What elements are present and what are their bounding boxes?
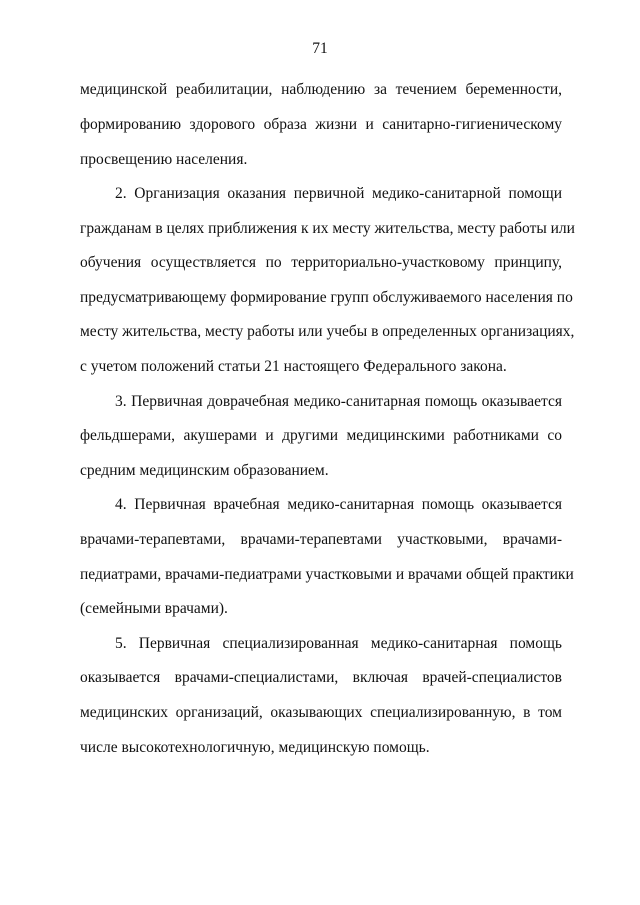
text-line: оказывается врачами-специалистами, включая врачей-специалистов xyxy=(80,669,562,686)
text-line: медицинских организаций, оказывающих специализированную, в том xyxy=(80,704,562,721)
text-line: гражданам в целях приближения к их месту жительства, месту работы или xyxy=(80,220,575,237)
text-line: месту жительства, месту работы или учебы в определенных организациях, xyxy=(80,323,575,340)
paragraph-start-line: 2. Организация оказания первичной медико-санитарной помощи xyxy=(115,185,562,202)
text-line: предусматривающему формирование групп обслуживаемого населения по xyxy=(80,289,573,306)
text-line: медицинской реабилитации, наблюдению за течением беременности, xyxy=(80,81,562,98)
text-line: с учетом положений статьи 21 настоящего Федерального закона. xyxy=(80,358,507,375)
paragraph-start-line: 4. Первичная врачебная медико-санитарная помощь оказывается xyxy=(115,496,562,513)
text-line: (семейными врачами). xyxy=(80,600,228,617)
text-line: фельдшерами, акушерами и другими медицинскими работниками со xyxy=(80,427,562,444)
text-line: формированию здорового образа жизни и санитарно-гигиеническому xyxy=(80,116,562,133)
text-line: числе высокотехнологичную, медицинскую помощь. xyxy=(80,739,430,756)
text-line: врачами-терапевтами, врачами-терапевтами участковыми, врачами- xyxy=(80,531,562,548)
text-line: просвещению населения. xyxy=(80,151,248,168)
paragraph-start-line: 5. Первичная специализированная медико-санитарная помощь xyxy=(115,635,562,652)
text-line: педиатрами, врачами-педиатрами участковыми и врачами общей практики xyxy=(80,566,574,583)
paragraph-start-line: 3. Первичная доврачебная медико-санитарная помощь оказывается xyxy=(115,393,562,410)
text-line: обучения осуществляется по территориально-участковому принципу, xyxy=(80,254,562,271)
page-number: 71 xyxy=(312,40,328,57)
text-line: средним медицинским образованием. xyxy=(80,462,329,479)
